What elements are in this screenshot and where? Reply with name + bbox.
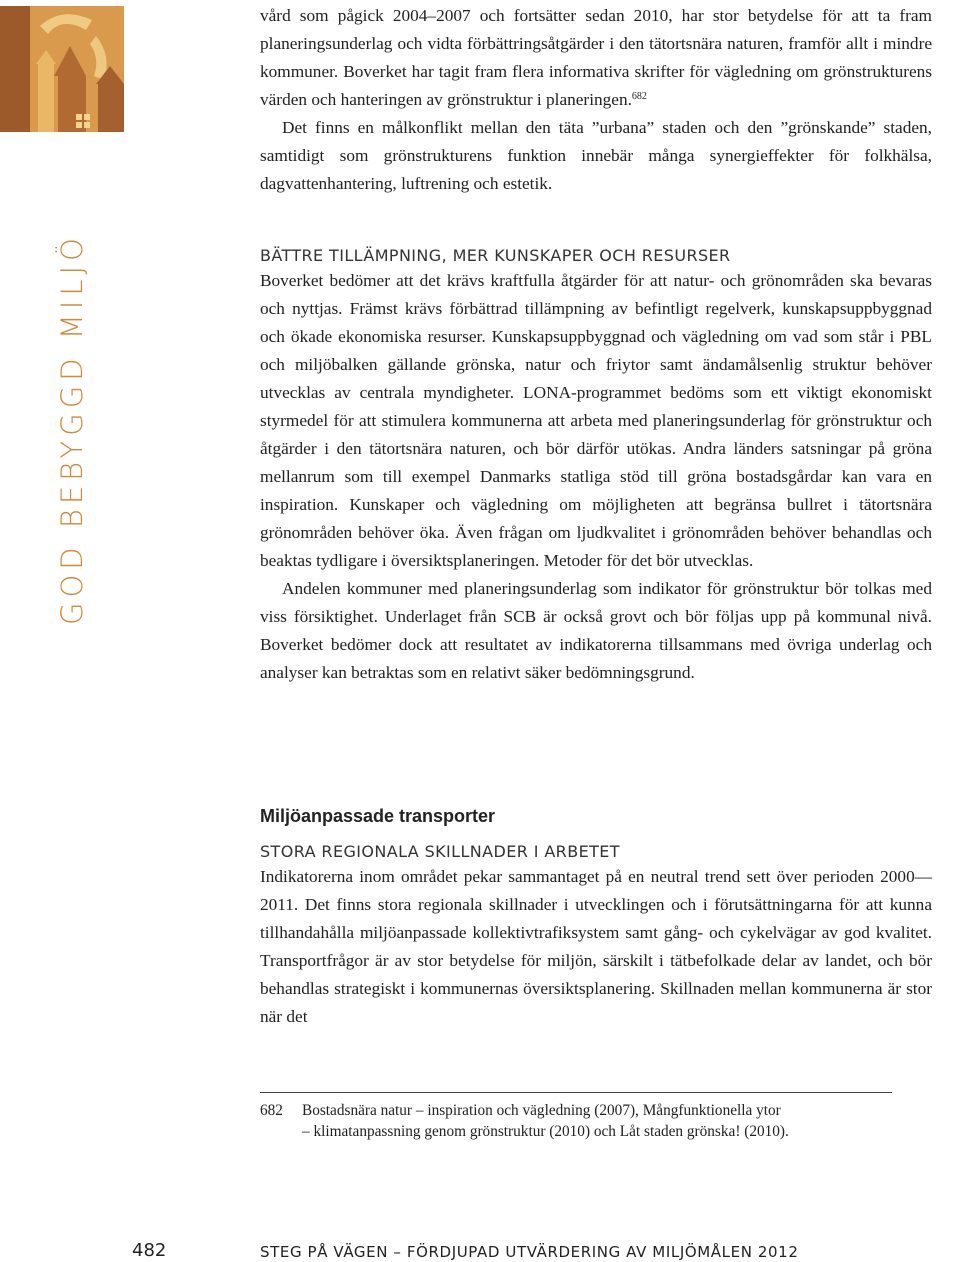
footnote-line: – klimatanpassning genom grönstruktur (2010) och Låt staden grönska! (2010). xyxy=(302,1123,789,1140)
town-houses-icon xyxy=(0,6,124,132)
footnote xyxy=(260,1100,900,1142)
footnote-ref: 682 xyxy=(631,91,647,102)
footnote-number: 682 xyxy=(260,1102,283,1119)
section-heading: STORA REGIONALA SKILLNADER I ARBETET xyxy=(260,842,620,861)
section-transport xyxy=(260,806,932,1031)
section-title: Miljöanpassade transporter xyxy=(260,806,496,826)
section-better-application xyxy=(260,245,932,687)
section-heading: BÄTTRE TILLÄMPNING, MER KUNSKAPER OCH RESURSER xyxy=(260,246,731,265)
section-paragraph: Indikatorerna inom området pekar sammantaget på en neutral trend sett över perioden 2000—2011. Det finns stora regionala skillnader i utvecklingen och i förutsättningarna för att kunna tillhandahålla miljöanpassade kollektivtrafiksystem samt gång- och cykelvägar av god kvalitet. Transportfrågor är av stor betydelse för miljön, särskilt i tätbefolkade delar av landet, och bör behandlas strategiskt i kommunernas översiktsplanering. Skillnaden mellan kommunerna är stor när det xyxy=(260,867,932,1026)
intro-block xyxy=(260,2,932,198)
intro-text: vård som pågick 2004–2007 och fortsätter sedan 2010, har stor betydelse för att ta fram planeringsunderlag och vidta förbättringsåtgärder i den tätortsnära naturen, framför allt i mindre kommuner. Boverket har tagit fram flera informativa skrifter för vägledning om grönstrukturens värden och hanteringen av grönstruktur i planeringen. xyxy=(260,6,932,109)
chapter-logo xyxy=(0,6,124,132)
conflict-paragraph: Det finns en målkonflikt mellan den täta ”urbana” staden och den ”grönskande” staden, samtidigt som grönstrukturens funktion innebär många synergieffekter för folkhälsa, dagvattenhantering, luftrening och estetik. xyxy=(260,118,932,193)
section-paragraph: Boverket bedömer att det krävs kraftfulla åtgärder för att natur- och grönområden ska bevaras och nyttjas. Främst krävs förbättrad tillämpning av befintligt regelverk, kunskapsuppbyggnad och ökade ekonomiska resurser. Kunskapsuppbyggnad och vägledning om vad som står i PBL och miljöbalken gällande grönska, natur och friytor samt ändamålsenlig struktur behöver utvecklas av centrala myndigheter. LONA-programmet bedöms som ett viktigt ekonomiskt styrmedel för att stimulera kommunerna att arbeta med planeringsunderlag för grönstruktur och åtgärder i den tätortsnära naturen, och bör därför utökas. Andra länders satsningar på gröna mellanrum som till exempel Danmarks statliga stöd till gröna bostadsgårdar kan vara en inspiration. Kunskaper och vägledning om möjligheten att begränsa bullret i tätortsnära grönområden behöver öka. Även frågan om ljudkvalitet i grönområden behöver behandlas och beaktas tydligare i översiktsplaneringen. Metoder för det bör utvecklas. xyxy=(260,271,932,570)
chapter-side-title: GOD BEBYGGD MILJÖ xyxy=(55,233,89,625)
footnote-line: Bostadsnära natur – inspiration och vägledning (2007), Mångfunktionella ytor xyxy=(302,1102,781,1119)
page-number: 482 xyxy=(132,1240,167,1261)
footnote-divider xyxy=(260,1092,892,1093)
section-paragraph: Andelen kommuner med planeringsunderlag som indikator för grönstruktur bör tolkas med viss försiktighet. Underlaget från SCB är också grovt och bör följas upp på kommunal nivå. Boverket bedömer dock att resultatet av indikatorerna tillsammans med övriga underlag och analyser kan betraktas som en relativt säker bedömningsgrund. xyxy=(260,579,932,682)
running-footer: STEG PÅ VÄGEN – FÖRDJUPAD UTVÄRDERING AV MILJÖMÅLEN 2012 xyxy=(260,1243,799,1261)
